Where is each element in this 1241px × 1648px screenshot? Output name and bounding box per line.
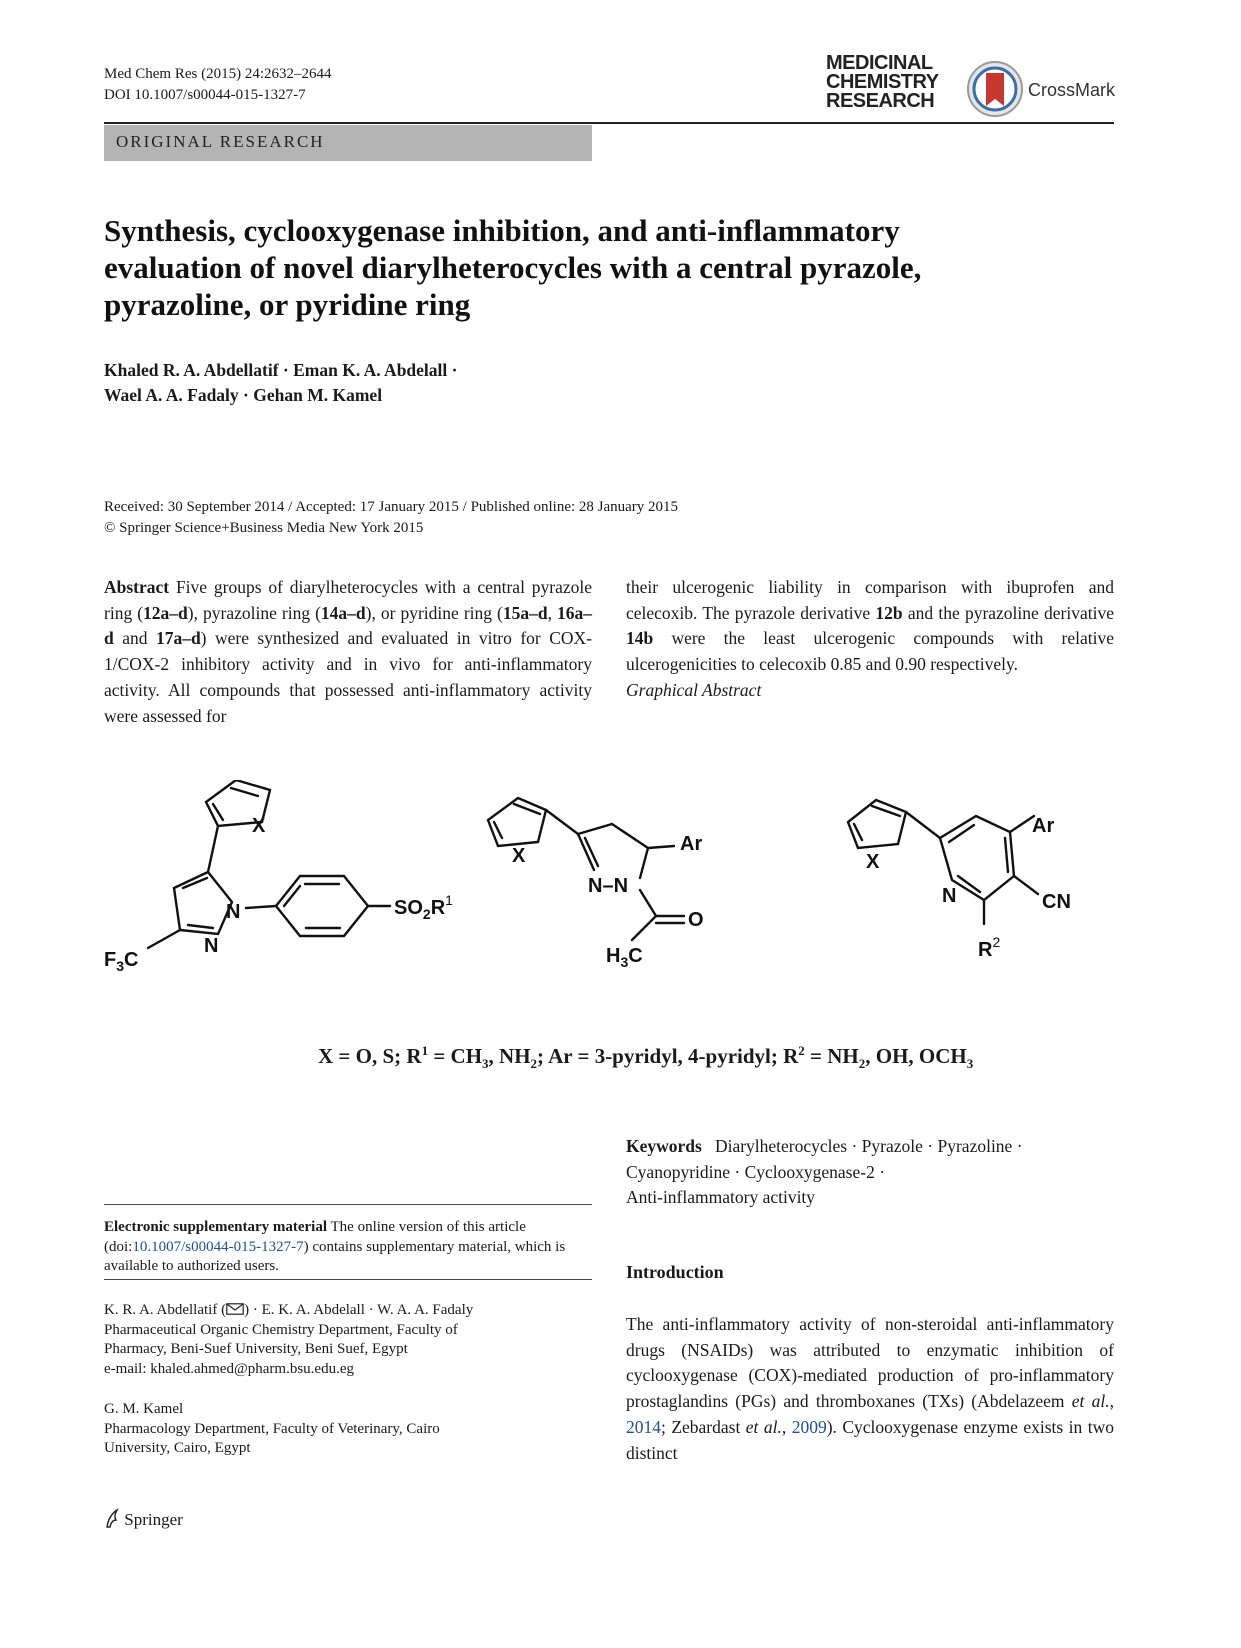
- author-list: [104, 358, 704, 408]
- title-line: evaluation of novel diarylheterocycles with a central pyrazole,: [104, 250, 922, 285]
- abstract-text: ) were synthesized and evaluated in vitro for COX-1/COX-2 inhibitory activity and in vivo for anti-inflammatory activity. All compounds that possessed anti-inflammatory activity were assessed for: [104, 628, 592, 726]
- n-aryl-bond: [246, 906, 276, 908]
- ar-bond: [1010, 816, 1034, 832]
- title-line: Synthesis, cyclooxygenase inhibition, and anti-inflammatory: [104, 213, 900, 248]
- affiliation-2: [104, 1400, 592, 1459]
- abstract-left: [104, 575, 592, 729]
- label-x: X: [866, 851, 880, 873]
- esm-doi-link[interactable]: 10.1007/s00044-015-1327-7: [132, 1238, 304, 1255]
- publisher-footer: [104, 1508, 183, 1530]
- keywords-line: Diarylheterocycles · Pyrazole · Pyrazoline ·: [714, 1136, 1023, 1156]
- journal-citation: Med Chem Res (2015) 24:2632–2644: [104, 66, 332, 82]
- abstract-text: ,: [547, 602, 557, 623]
- affiliation-line: Pharmacy, Beni-Suef University, Beni Suef, Egypt: [104, 1341, 408, 1357]
- copyright: © Springer Science+Business Media New York 2015: [104, 520, 424, 536]
- label-h3c: $H_3C$: [606, 945, 643, 970]
- label-r2: $R^2$: [978, 934, 1001, 961]
- compound-ref: 14a–d: [320, 602, 366, 623]
- footnote-rule: [104, 1204, 592, 1205]
- ring-link-bond: [546, 810, 578, 834]
- affiliation-line: University, Cairo, Egypt: [104, 1440, 251, 1456]
- affiliation-line: G. M. Kamel: [104, 1401, 184, 1417]
- abstract-text: and the pyrazoline derivative: [902, 602, 1114, 623]
- abstract-text: and: [113, 628, 156, 649]
- pyrazole-ring: [174, 872, 232, 934]
- publisher-name: Springer: [124, 1510, 183, 1529]
- article-title: [104, 212, 1064, 323]
- keywords: [626, 1134, 1114, 1211]
- label-n: N: [942, 885, 957, 907]
- abstract-text: Five groups of diarylheterocycles with a central pyrazole ring (: [104, 577, 592, 623]
- affiliation-line: Pharmacology Department, Faculty of Veterinary, Cairo: [104, 1420, 440, 1437]
- esm-text: ) contains supplementary material, which is available to authorized users.: [104, 1238, 566, 1274]
- compound-ref: 16a–d: [104, 602, 592, 649]
- graphical-abstract-structures: [100, 780, 1100, 1020]
- esm-label: Electronic supplementary material: [104, 1219, 328, 1235]
- keywords-line: Anti-inflammatory activity: [626, 1187, 816, 1208]
- journal-logo-line: CHEMISTRY: [826, 71, 939, 93]
- article-doi: DOI 10.1007/s00044-015-1327-7: [104, 87, 306, 103]
- label-nn: N–N: [588, 875, 629, 897]
- label-f3c: $F_3C$: [104, 949, 139, 974]
- author-line: Khaled R. A. Abdellatif · Eman K. A. Abdelall ·: [104, 360, 458, 380]
- label-n: N: [226, 901, 241, 923]
- journal-logo-line: MEDICINAL: [826, 52, 933, 74]
- label-o: O: [688, 909, 704, 931]
- crossmark-label[interactable]: CrossMark: [1028, 80, 1116, 100]
- springer-horse-icon: [104, 1508, 120, 1528]
- label-ar: Ar: [680, 833, 703, 855]
- abstract-text: their ulcerogenic liability in comparison with ibuprofen and celecoxib. The pyrazole derivative: [626, 577, 1114, 623]
- introduction-text: The anti-inflammatory activity of non-steroidal anti-inflammatory drugs (NSAIDs) was attributed to enzymatic inhibition of cyclooxygenase (COX)-mediated production of pro-inflammatory prostaglandins (PGs) and thromboxanes (TXs) (Abdelazeem et al., 2014; Zebardast et al., 2009). Cyclooxygenase enzyme exists in two distinct: [626, 1314, 1115, 1463]
- crossmark-icon[interactable]: [966, 60, 1024, 118]
- esm-text: The online version of this article (doi:: [104, 1219, 526, 1255]
- compound-ref: 17a–d: [155, 628, 201, 649]
- label-ar: Ar: [1032, 815, 1055, 837]
- compound-ref: 15a–d: [502, 602, 548, 623]
- abstract-text: ), pyrazoline ring (: [187, 602, 321, 623]
- label-x: X: [252, 815, 266, 837]
- compound-ref: 12a–d: [143, 602, 188, 623]
- compound-ref: 12b: [875, 602, 903, 623]
- affiliation-line: Pharmaceutical Organic Chemistry Department, Faculty of: [104, 1321, 458, 1338]
- keywords-line: Cyanopyridine · Cyclooxygenase-2 ·: [626, 1161, 886, 1182]
- journal-citation-block: [104, 64, 331, 106]
- esm-note: [104, 1218, 592, 1277]
- envelope-icon[interactable]: [226, 1303, 244, 1315]
- citation-link[interactable]: 2014: [626, 1416, 661, 1437]
- label-n: N: [204, 935, 219, 957]
- label-so2r1: $SO_2R^1$: [394, 892, 453, 922]
- label-x: X: [512, 845, 526, 867]
- affiliation-1: K. R. A. Abdellatif ( ) · E. K. A. Abdelall · W. A. A. Fadaly Pharmaceutical Organic Chemistry Department, Faculty of Pharmacy, Beni-Suef University, Beni Suef, Egypt e-mail: khaled.ahmed@pharm.bsu.edu.eg: [104, 1301, 592, 1379]
- graphical-abstract-label: Graphical Abstract: [626, 679, 762, 700]
- footnote-rule: [104, 1279, 592, 1280]
- compound-ref: 14b: [626, 628, 654, 649]
- cn-bond: [1014, 876, 1038, 894]
- header-rule: [104, 122, 1114, 124]
- keywords-label: Keywords: [626, 1136, 702, 1156]
- ar-bond: [648, 846, 674, 848]
- journal-logo-line: RESEARCH: [826, 90, 935, 112]
- abstract-text: were the least ulcerogenic compounds with relative ulcerogenicities to celecoxib 0.85 and 0.90 respectively.: [626, 628, 1114, 675]
- history-dates: Received: 30 September 2014 / Accepted: 17 January 2015 / Published online: 28 January 2015: [104, 499, 679, 515]
- journal-logo: [826, 54, 939, 111]
- graphical-abstract-caption: X = O, S; $R^1 = CH_3$, $NH_2$; Ar = 3-pyridyl, 4-pyridyl; $R^2 = NH_2$, OH, $OCH_3$: [318, 1043, 974, 1072]
- title-line: pyrazoline, or pyridine ring: [104, 287, 471, 322]
- cf3-bond: [148, 930, 180, 948]
- citation-link[interactable]: 2009: [791, 1416, 827, 1437]
- publication-dates: [104, 497, 1004, 539]
- abstract-label: Abstract: [104, 577, 170, 597]
- n-acyl-bond: [640, 890, 656, 916]
- author-email[interactable]: e-mail: khaled.ahmed@pharm.bsu.edu.eg: [104, 1360, 354, 1377]
- introduction-heading: Introduction: [626, 1262, 724, 1282]
- section-banner-label: ORIGINAL RESEARCH: [116, 132, 325, 151]
- label-cn: CN: [1042, 891, 1071, 913]
- author-line: Wael A. A. Fadaly · Gehan M. Kamel: [104, 385, 383, 405]
- abstract-text: ), or pyridine ring (: [365, 602, 503, 623]
- ring-link-bond: [906, 812, 940, 838]
- abstract-right: [626, 575, 1114, 704]
- ring-link-bond: [208, 826, 218, 872]
- section-banner: [104, 125, 592, 161]
